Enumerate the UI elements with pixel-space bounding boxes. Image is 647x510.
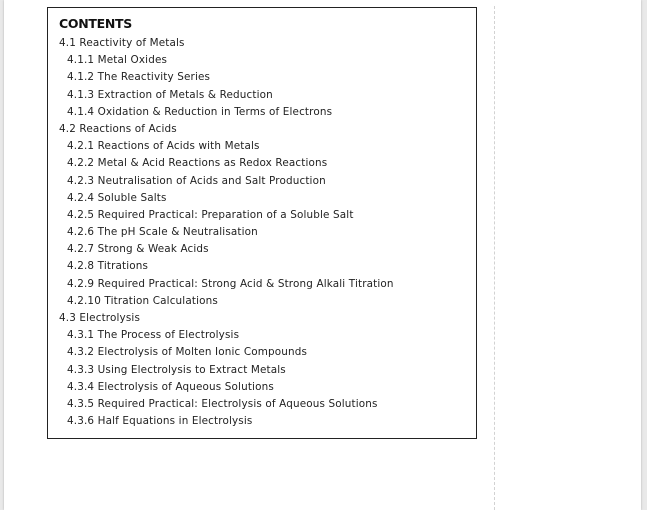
contents-heading: CONTENTS: [59, 16, 132, 31]
toc-subsection-link[interactable]: 4.1.3 Extraction of Metals & Reduction: [67, 88, 273, 101]
toc-subsection-link[interactable]: 4.2.9 Required Practical: Strong Acid & Strong Alkali Titration: [67, 277, 394, 290]
toc-subsection-link[interactable]: 4.2.8 Titrations: [67, 260, 149, 273]
document-page: [4, 0, 641, 510]
toc-subsection-link[interactable]: 4.3.2 Electrolysis of Molten Ionic Compounds: [67, 346, 308, 359]
toc-subsection-link[interactable]: 4.3.6 Half Equations in Electrolysis: [67, 415, 253, 428]
page-column-divider: [494, 6, 495, 510]
toc-section-link[interactable]: 4.2 Reactions of Acids: [59, 122, 177, 135]
toc-subsection-link[interactable]: 4.2.6 The pH Scale & Neutralisation: [67, 226, 258, 239]
toc-subsection-link[interactable]: 4.1.1 Metal Oxides: [67, 54, 168, 67]
toc-subsection-link[interactable]: 4.2.1 Reactions of Acids with Metals: [67, 140, 260, 153]
toc-subsection-link[interactable]: 4.2.5 Required Practical: Preparation of a Soluble Salt: [67, 208, 354, 221]
toc-subsection-link[interactable]: 4.1.4 Oxidation & Reduction in Terms of Electrons: [67, 105, 333, 118]
toc-subsection-link[interactable]: 4.2.2 Metal & Acid Reactions as Redox Reactions: [67, 157, 328, 170]
toc-subsection-link[interactable]: 4.2.10 Titration Calculations: [67, 294, 218, 307]
toc-subsection-link[interactable]: 4.3.5 Required Practical: Electrolysis of Aqueous Solutions: [67, 397, 378, 410]
toc-subsection-link[interactable]: 4.3.1 The Process of Electrolysis: [67, 329, 240, 342]
toc-subsection-link[interactable]: 4.2.4 Soluble Salts: [67, 191, 167, 204]
table-of-contents: [47, 7, 477, 439]
contents-list: [48, 35, 394, 430]
toc-section-link[interactable]: 4.1 Reactivity of Metals: [59, 37, 185, 49]
toc-subsection-link[interactable]: 4.3.3 Using Electrolysis to Extract Metals: [67, 363, 286, 376]
toc-subsection-link[interactable]: 4.3.4 Electrolysis of Aqueous Solutions: [67, 380, 274, 393]
toc-section-link[interactable]: 4.3 Electrolysis: [59, 312, 141, 324]
toc-subsection-link[interactable]: 4.1.2 The Reactivity Series: [67, 71, 211, 84]
toc-subsection-link[interactable]: 4.2.3 Neutralisation of Acids and Salt Production: [67, 174, 326, 187]
toc-subsection-link[interactable]: 4.2.7 Strong & Weak Acids: [67, 243, 209, 256]
